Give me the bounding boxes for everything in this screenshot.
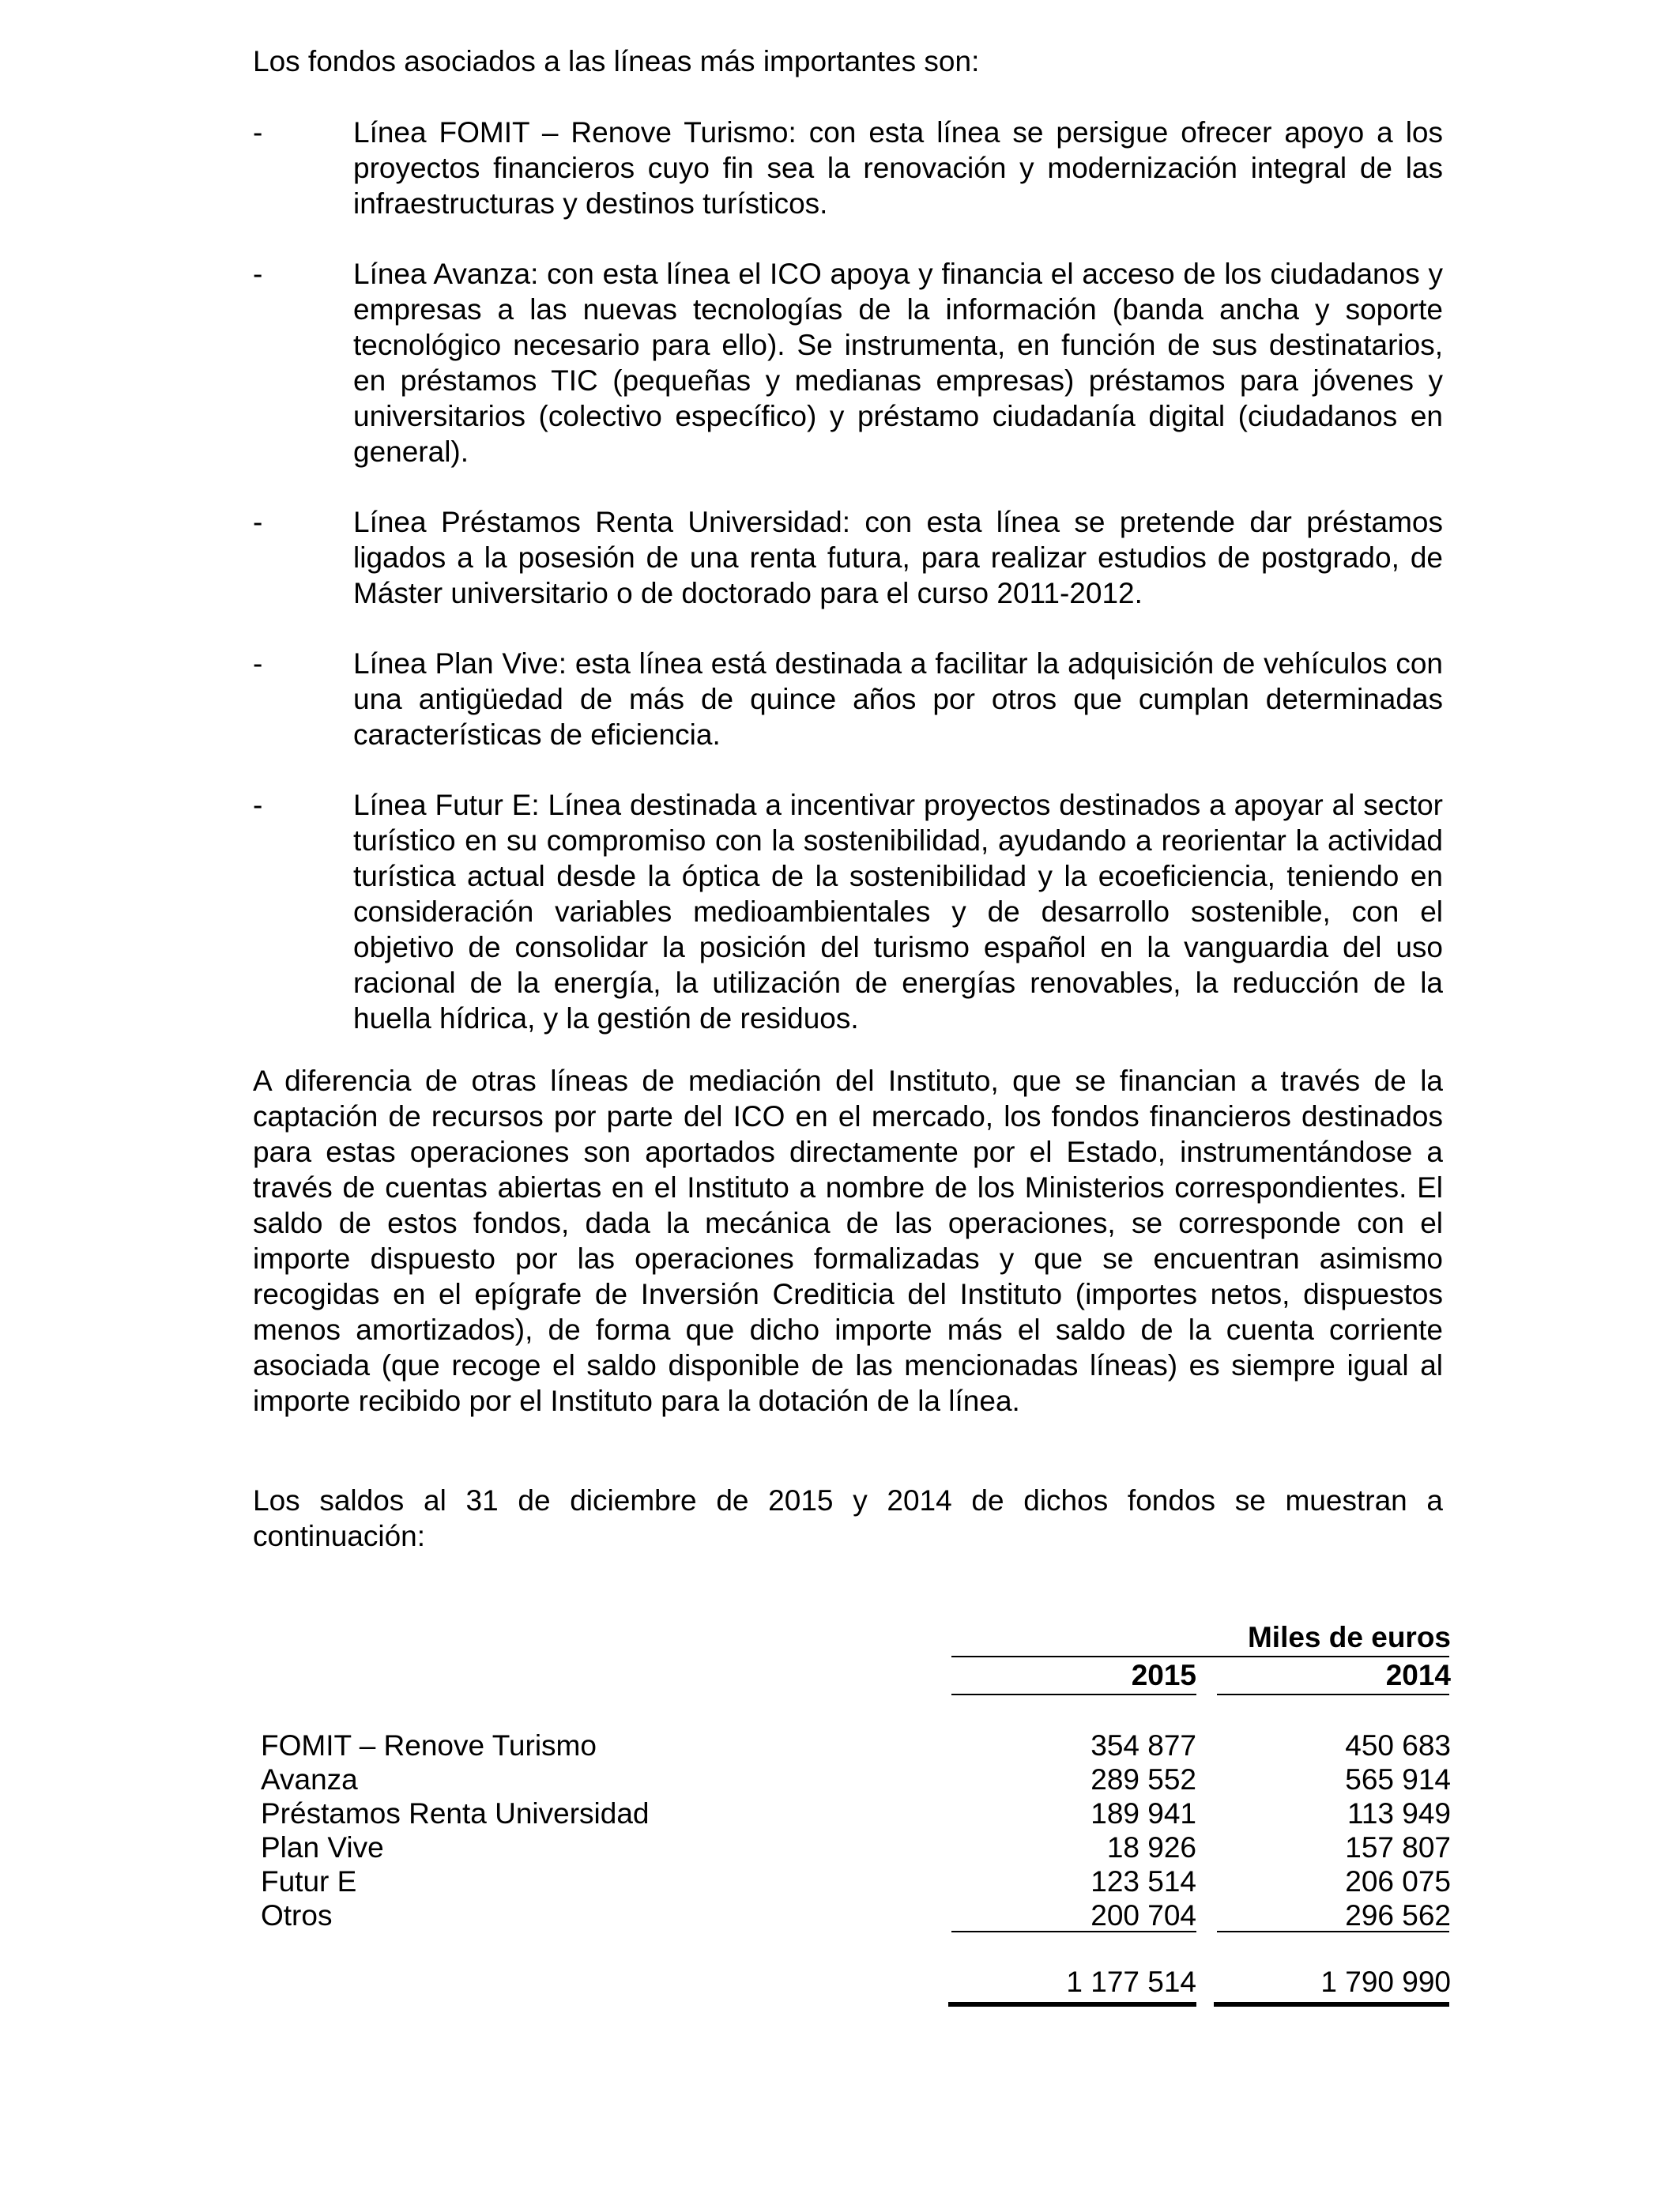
list-item-text: Línea FOMIT – Renove Turismo: con esta línea se persigue ofrecer apoyo a los proyectos financieros cuyo fin sea la renovación y modernización integral de las infraestructuras y destinos turísticos. [353,116,1443,220]
table-row [253,1796,1451,1830]
list-item-text: Línea Futur E: Línea destinada a incentivar proyectos destinados a apoyar al sector turístico en su compromiso con la sostenibilidad, ayudando a reorientar la actividad turística actual desde la óptica de la sostenibilidad y la ecoeficiencia, teniendo en consideración variables medioambientales y de desarrollo sostenible, con el objetivo de consolidar la posición del turismo español en la vanguardia del uso racional de la energía, la utilización de energías renovables, la reducción de la huella hídrica, y la gestión de residuos. [353,789,1443,1035]
table-total-2015: 1 177 514 [1066,1966,1196,1998]
list-bullet: - [253,506,263,538]
row-label: Avanza [261,1763,358,1796]
table-year-rule [951,1694,1196,1695]
row-value-2014: 565 914 [1345,1763,1451,1796]
table-units-rule [951,1656,1449,1657]
list-item [253,115,1443,221]
row-label: Préstamos Renta Universidad [261,1797,650,1830]
row-value-2014: 113 949 [1347,1797,1451,1830]
table-body [253,1728,1451,1932]
row-value-2015: 354 877 [1090,1729,1196,1762]
row-value-2015: 123 514 [1090,1865,1196,1898]
list-item [253,256,1443,469]
paragraph-saldos: Los saldos al 31 de diciembre de 2015 y 2014 de dichos fondos se muestran a continuación: [253,1484,1443,1552]
row-value-2015: 189 941 [1090,1797,1196,1830]
table-year-2014-header: 2014 [1385,1659,1451,1691]
list-bullet: - [253,789,263,821]
list-bullet: - [253,116,263,149]
table-total-double-rule [948,2002,1196,2007]
lines-list [253,115,1443,1071]
row-value-2015: 200 704 [1090,1899,1196,1932]
row-value-2014: 206 075 [1345,1865,1451,1898]
paragraph-mediacion: A diferencia de otras líneas de mediación del Instituto, que se financian a través de la captación de recursos por parte del ICO en el mercado, los fondos financieros destinados para estas operaciones son aportados directamente por el Estado, instrumentándose a través de cuentas abiertas en el Instituto a nombre de los Ministerios correspondientes. El saldo de estos fondos, dada la mecánica de las operaciones, se corresponde con el importe dispuesto por las operaciones formalizadas y que se encuentran asimismo recogidas en el epígrafe de Inversión Crediticia del Instituto (importes netos, dispuestos menos amortizados), de forma que dicho importe más el saldo de la cuenta corriente asociada (que recoge el saldo disponible de las mencionadas líneas) es siempre igual al importe recibido por el Instituto para la dotación de la línea. [253,1065,1443,1417]
table-row [253,1898,1451,1932]
row-label: Futur E [261,1865,357,1898]
intro-text: Los fondos asociados a las líneas más importantes son: [253,45,980,77]
table-row [253,1762,1451,1796]
table-year-2015-header: 2015 [1131,1659,1196,1691]
row-value-2014: 450 683 [1345,1729,1451,1762]
list-item [253,646,1443,752]
row-value-2014: 296 562 [1345,1899,1451,1932]
table-row [253,1728,1451,1762]
table-total-double-rule [1214,2002,1449,2007]
list-item-text: Línea Préstamos Renta Universidad: con esta línea se pretende dar préstamos ligados a la posesión de una renta futura, para realizar estudios de postgrado, de Máster universitario o de doctorado para el curso 2011-2012. [353,506,1443,609]
list-bullet: - [253,647,263,680]
list-item-text: Línea Plan Vive: esta línea está destinada a facilitar la adquisición de vehículos con una antigüedad de más de quince años por otros que cumplan determinadas características de eficiencia. [353,647,1443,751]
row-value-2015: 289 552 [1090,1763,1196,1796]
row-label: Otros [261,1899,333,1932]
list-bullet: - [253,258,263,290]
table-total-2014: 1 790 990 [1320,1966,1451,1998]
list-item-text: Línea Avanza: con esta línea el ICO apoya y financia el acceso de los ciudadanos y empresas a las nuevas tecnologías de la información (banda ancha y soporte tecnológico necesario para ello). Se instrumenta, en función de sus destinatarios, en préstamos TIC (pequeñas y medianas empresas) préstamos para jóvenes y universitarios (colectivo específico) y préstamo ciudadanía digital (ciudadanos en general). [353,258,1443,468]
table-year-rule [1217,1694,1449,1695]
table-subtotal-rule [1217,1931,1449,1932]
row-value-2014: 157 807 [1345,1831,1451,1864]
list-item [253,787,1443,1036]
table-units-header: Miles de euros [1247,1621,1451,1653]
row-label: Plan Vive [261,1831,384,1864]
row-value-2015: 18 926 [1106,1831,1196,1864]
row-label: FOMIT – Renove Turismo [261,1729,597,1762]
table-row [253,1830,1451,1864]
table-subtotal-rule [951,1931,1196,1932]
list-item [253,504,1443,611]
table-row [253,1864,1451,1898]
